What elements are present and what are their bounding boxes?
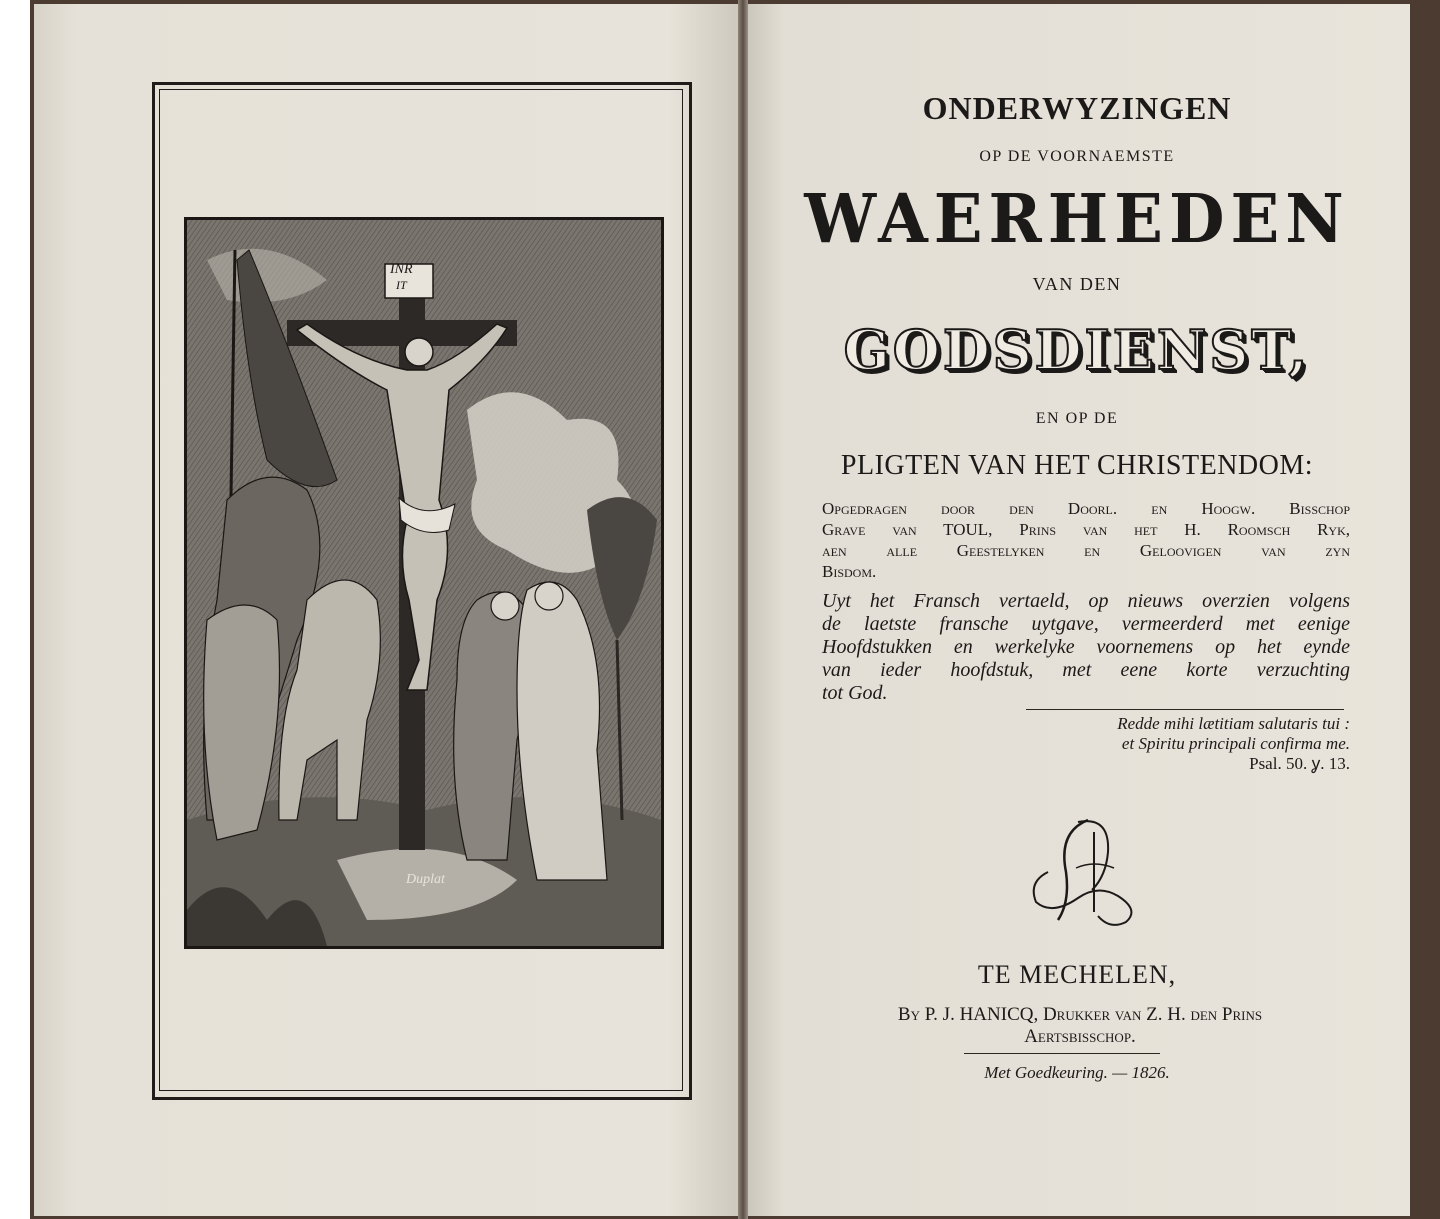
titulus-line-2: IT <box>396 278 407 292</box>
translation-paragraph <box>822 590 1350 705</box>
psalm-quote <box>1010 714 1350 774</box>
translation-line: tot God. <box>822 682 888 704</box>
title-line-waerheden: WAERHEDEN <box>804 180 1350 259</box>
quote-rule <box>1026 709 1344 710</box>
printer-monogram <box>1018 812 1148 932</box>
imprint-rule <box>964 1053 1160 1054</box>
printer-line: By P. J. HANICQ, Drukker van Z. H. den Prins <box>897 1004 1263 1025</box>
dedication-line: aen alle Geestelyken en Geloovigen van zyn <box>822 541 1350 560</box>
dedication-line: Bisdom. <box>822 562 877 581</box>
title-line-van-den: VAN DEN <box>1032 274 1122 294</box>
titulus-line-1: INR <box>390 262 413 277</box>
crucifixion-engraving <box>184 217 664 949</box>
dedication-paragraph <box>822 498 1350 582</box>
translation-line: van ieder hoofdstuk, met eene korte verzuchting <box>822 659 1350 681</box>
title-line-godsdienst: GODSDIENST, <box>843 318 1311 382</box>
title-line-pligten: PLIGTEN VAN HET CHRISTENDOM: <box>840 450 1314 481</box>
title-line-op-de-voornaemste: OP DE VOORNAEMSTE <box>979 148 1175 165</box>
dedication-line: Grave van TOUL, Prins van het H. Roomsch Ryk, <box>822 520 1350 539</box>
title-line-en-op-de: EN OP DE <box>1035 410 1119 427</box>
quote-line: et Spiritu principali confirma me. <box>1121 734 1350 753</box>
quote-reference: Psal. 50. ỿ. 13. <box>1249 754 1350 773</box>
engraver-signature: Duplat <box>406 872 445 887</box>
dedication-line: Opgedragen door den Doorl. en Hoogw. Bisschop <box>822 499 1350 518</box>
engraving-illustration <box>187 220 661 946</box>
translation-line: Uyt het Fransch vertaeld, op nieuws overzien volgens <box>822 590 1350 612</box>
place-of-publication: TE MECHELEN, <box>977 960 1177 989</box>
quote-line: Redde mihi lætitiam salutaris tui : <box>1117 714 1350 733</box>
translation-line: de laetste fransche uytgave, vermeerderd met eenige <box>822 613 1350 635</box>
printer-line: Aertsbisschop. <box>1024 1026 1136 1047</box>
title-line-onderwyzingen: ONDERWYZINGEN <box>922 90 1232 126</box>
approval-and-year: Met Goedkeuring. — 1826. <box>984 1063 1170 1082</box>
printer-imprint <box>800 1004 1360 1048</box>
translation-line: Hoofdstukken en werkelyke voornemens op het eynde <box>822 636 1350 658</box>
